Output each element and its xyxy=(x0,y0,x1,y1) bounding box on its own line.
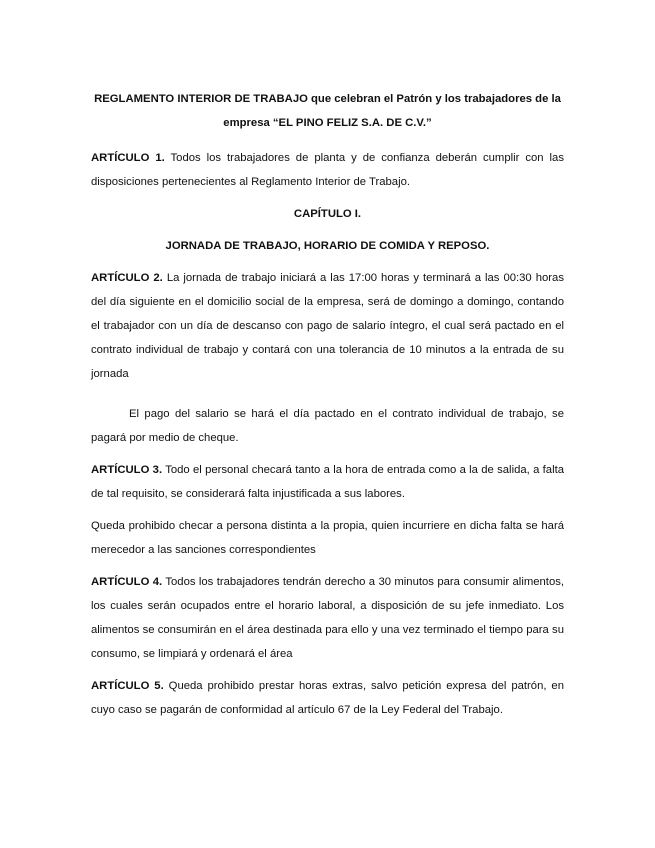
article-4-label: ARTÍCULO 4. xyxy=(91,576,163,588)
chapter-label: CAPÍTULO I. xyxy=(293,208,362,220)
article-5 xyxy=(91,674,564,722)
article-3-label: ARTÍCULO 3. xyxy=(91,464,163,476)
article-5-text: Queda prohibido prestar horas extras, salvo petición expresa del patrón, en cuyo caso se pagarán de conformidad al artículo 67 de la Ley Federal del Trabajo. xyxy=(91,680,565,716)
article-4-text: Todos los trabajadores tendrán derecho a 30 minutos para consumir alimentos, los cuales serán ocupados entre el horario laboral, a disposición de su jefe inmediato. Los alimentos se consumirán en el área destinada para ello y una vez terminado el tiempo para su consumo, se limpiará y ordenará el área xyxy=(91,576,565,660)
document-title xyxy=(91,87,564,135)
chapter-title-text: JORNADA DE TRABAJO, HORARIO DE COMIDA Y REPOSO. xyxy=(165,240,490,252)
article-4 xyxy=(91,570,564,666)
article-3 xyxy=(91,458,564,506)
article-2-paragraph: El pago del salario se hará el día pactado en el contrato individual de trabajo, se pagará por medio de cheque. xyxy=(91,408,564,444)
article-1-label: ARTÍCULO 1. xyxy=(91,152,165,164)
title-line-1: REGLAMENTO INTERIOR DE TRABAJO que celebran el Patrón y los trabajadores de la xyxy=(94,93,561,105)
article-2-text: La jornada de trabajo iniciará a las 17:00 horas y terminará a las 00:30 horas del día siguiente en el domicilio social de la empresa, será de domingo a domingo, contando el trabajador con un día de descanso con pago de salario íntegro, el cual será pactado en el contrato individual de trabajo y contará con una tolerancia de 10 minutos a la entrada de su jornada xyxy=(91,272,564,380)
title-line-2: empresa “EL PINO FELIZ S.A. DE C.V.” xyxy=(223,117,432,129)
article-1 xyxy=(91,146,564,194)
article-1-text: Todos los trabajadores de planta y de confianza deberán cumplir con las disposiciones pertenecientes al Reglamento Interior de Trabajo. xyxy=(91,152,564,188)
chapter-title xyxy=(91,234,564,258)
chapter-heading xyxy=(91,202,564,226)
article-3-text: Todo el personal checará tanto a la hora de entrada como a la de salida, a falta de tal requisito, se considerará falta injustificada a sus labores. xyxy=(91,464,565,500)
article-2 xyxy=(91,266,564,386)
document-body xyxy=(91,87,564,722)
article-2-label: ARTÍCULO 2. xyxy=(91,272,163,284)
article-3-paragraph: Queda prohibido checar a persona distinta a la propia, quien incurriere en dicha falta se hará merecedor a las sanciones correspondientes xyxy=(91,520,564,556)
article-5-label: ARTÍCULO 5. xyxy=(91,680,164,692)
